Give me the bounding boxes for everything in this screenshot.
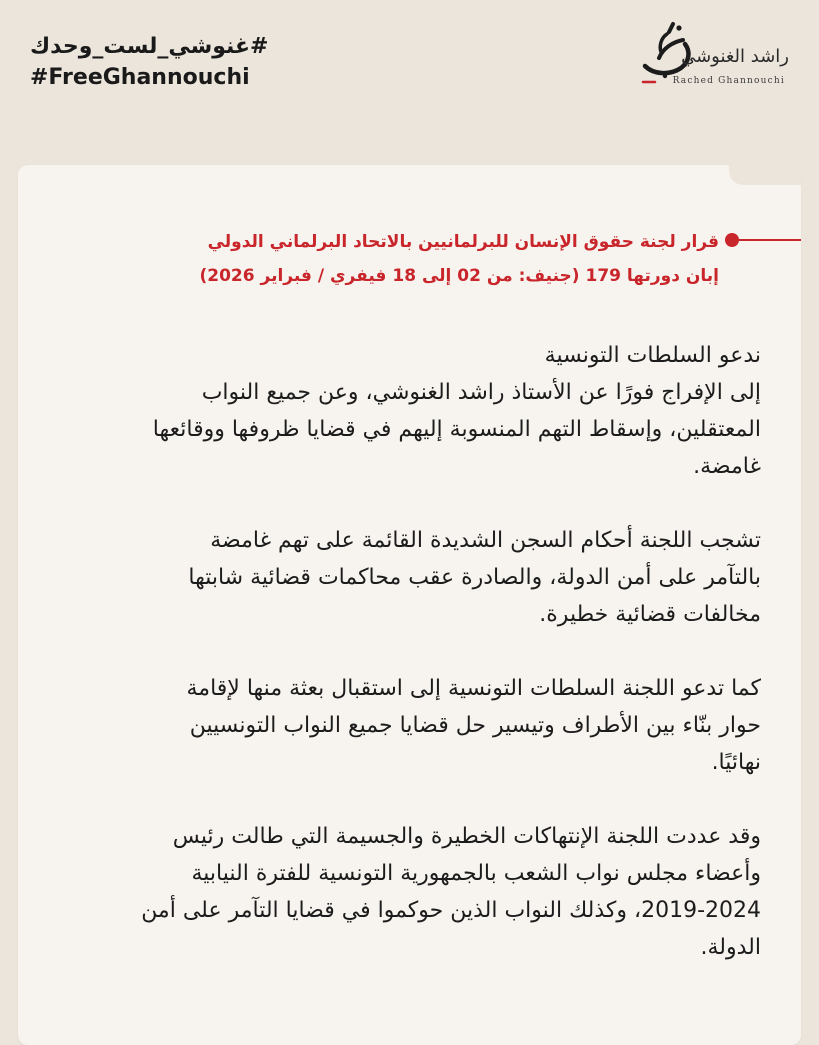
paragraph-line: إلى الإفراج فورًا عن الأستاذ راشد الغنوشي، وعن جميع النواب bbox=[201, 380, 761, 405]
paragraph-line: مخالفات قضائية خطيرة. bbox=[539, 602, 761, 627]
paragraph-call-release bbox=[46, 337, 761, 485]
heading-line-title: قرار لجنة حقوق الإنسان للبرلمانيين بالاتحاد البرلماني الدولي bbox=[207, 232, 719, 252]
header bbox=[0, 0, 819, 150]
paragraph-violations bbox=[46, 818, 761, 966]
paragraph-line: نهائيًا. bbox=[711, 750, 761, 775]
paragraph-line: ندعو السلطات التونسية bbox=[544, 343, 761, 368]
paragraph-mission-request bbox=[46, 670, 761, 781]
statement-heading bbox=[119, 225, 719, 293]
paragraph-condemn-sentences bbox=[46, 522, 761, 633]
hashtags bbox=[30, 32, 268, 94]
heading-marker-dot-icon bbox=[725, 233, 739, 247]
paragraph-line: الدولة. bbox=[700, 935, 761, 960]
hashtag-english[interactable]: #FreeGhannouchi bbox=[30, 65, 250, 90]
card-corner-notch bbox=[729, 165, 801, 185]
heading-marker-line bbox=[737, 239, 801, 241]
paragraph-line: 2019-2024، وكذلك النواب الذين حوكموا في قضايا التآمر على أمن bbox=[141, 898, 761, 923]
logo-name-english: Rached Ghannouchi bbox=[672, 76, 785, 86]
paragraph-line: المعتقلين، وإسقاط التهم المنسوبة إليهم في قضايا ظروفها ووقائعها bbox=[152, 417, 761, 442]
paragraph-line: وأعضاء مجلس نواب الشعب بالجمهورية التونسية للفترة النيابية bbox=[191, 861, 761, 886]
logo-name-arabic: راشد الغنوشي bbox=[681, 46, 789, 67]
paragraph-line: غامضة. bbox=[693, 454, 761, 479]
heading-line-session: إبان دورتها 179 (جنيف: من 02 إلى 18 فيفري / فبراير 2026) bbox=[199, 266, 719, 286]
paragraph-line: بالتآمر على أمن الدولة، والصادرة عقب محاكمات قضائية شابتها bbox=[188, 565, 761, 590]
statement-card bbox=[18, 165, 801, 1045]
hashtag-arabic[interactable]: #غنوشي_لست_وحدك bbox=[30, 34, 269, 59]
paragraph-line: وقد عددت اللجنة الإنتهاكات الخطيرة والجسيمة التي طالت رئيس bbox=[172, 824, 761, 849]
paragraph-line: كما تدعو اللجنة السلطات التونسية إلى استقبال بعثة منها لإقامة bbox=[186, 676, 761, 701]
statement-body bbox=[46, 337, 761, 1003]
logo bbox=[639, 18, 789, 98]
paragraph-line: تشجب اللجنة أحكام السجن الشديدة القائمة على تهم غامضة bbox=[210, 528, 761, 553]
paragraph-line: حوار بنّاء بين الأطراف وتيسير حل قضايا جميع النواب التونسيين bbox=[189, 713, 761, 738]
